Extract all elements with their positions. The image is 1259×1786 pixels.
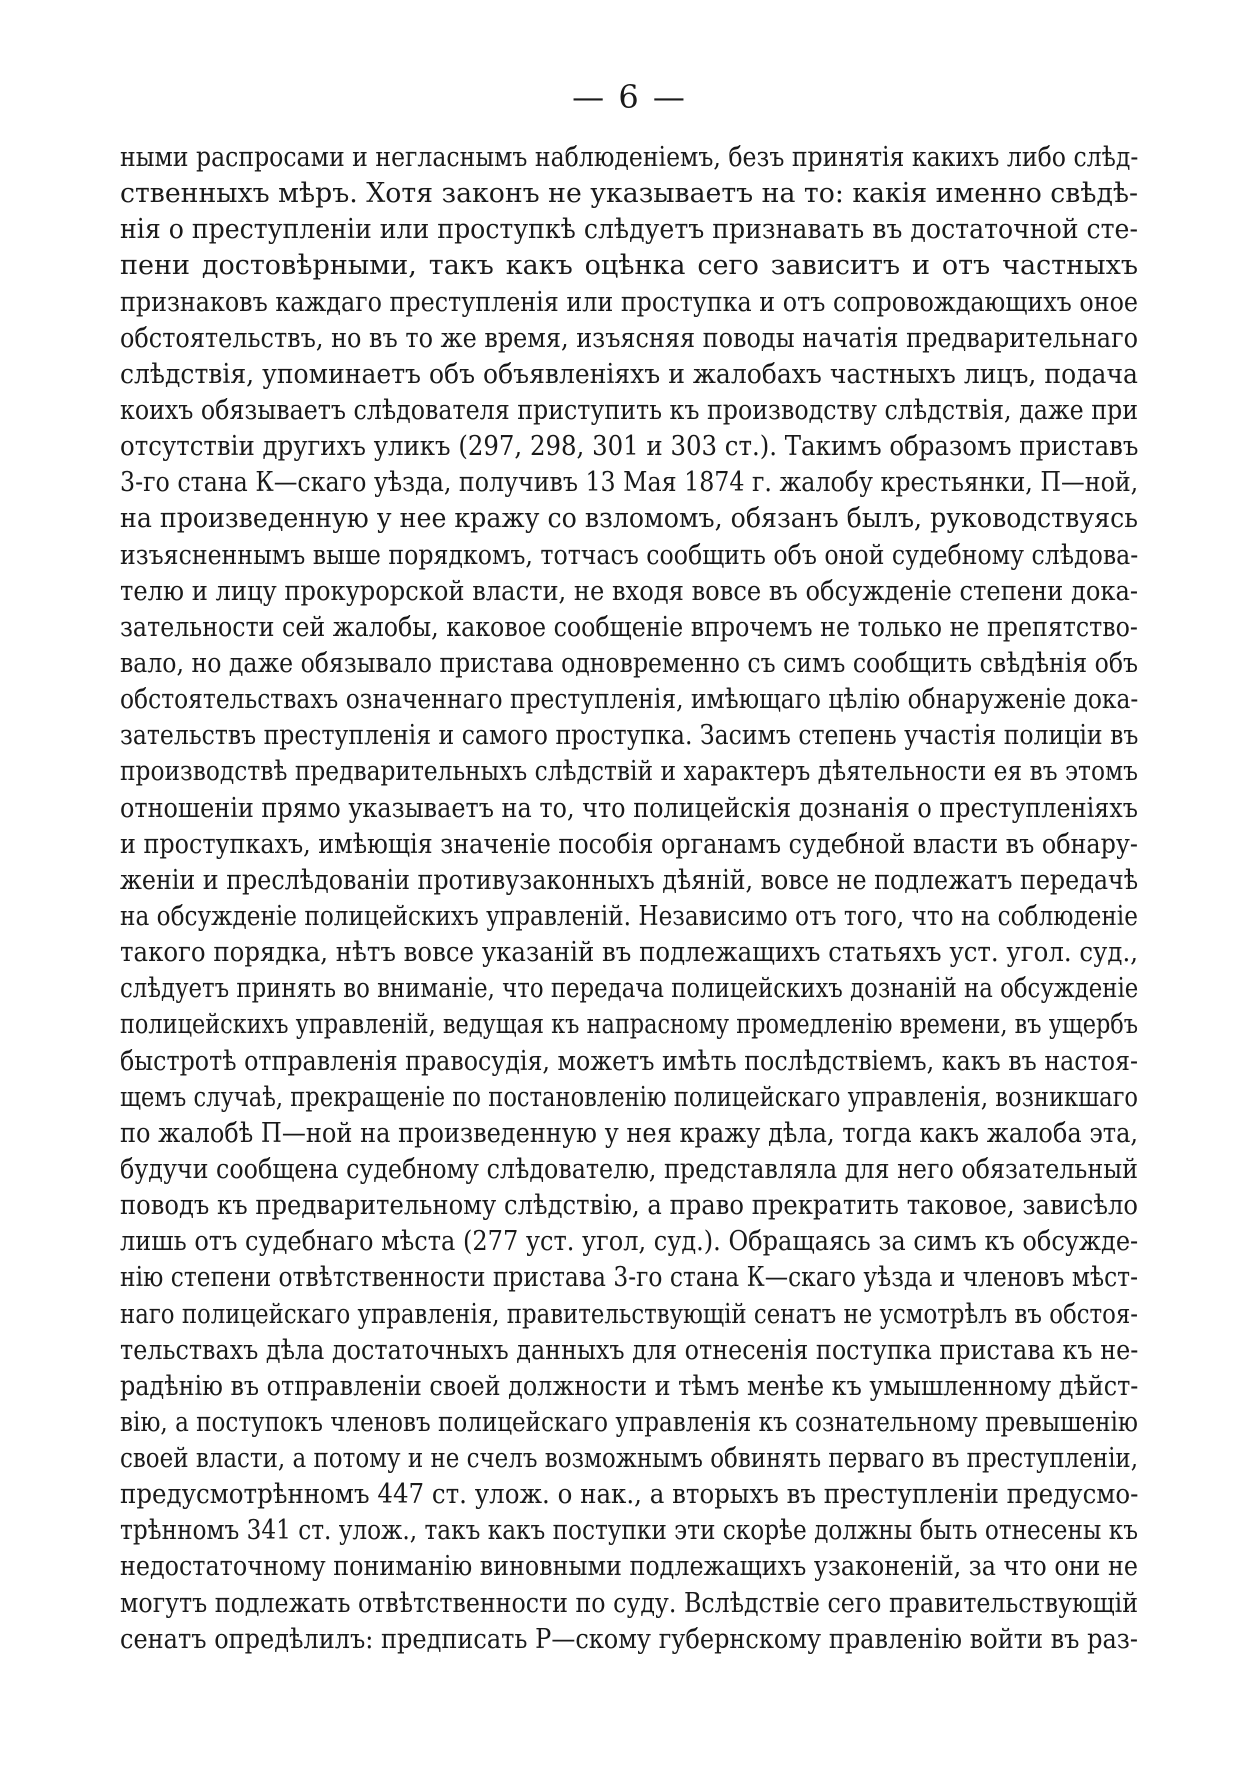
text-line: лишь отъ судебнаго мѣста (277 уст. угол, суд.). Обращаясь за симъ къ обсужде- (120, 1226, 1139, 1258)
text-line: 3-го стана К—скаго уѣзда, получивъ 13 Мая 1874 г. жалобу крестьянки, П—ной, (120, 467, 1139, 499)
text-line: ственныхъ мѣръ. Хотя законъ не указываетъ на то: какія именно свѣдѣ- (120, 178, 1139, 210)
text-line: быстротѣ отправленія правосудія, можетъ имѣть послѣдствіемъ, какъ въ настоя- (120, 1045, 1138, 1077)
text-line: недостаточному пониманію виновными подлежащихъ узаконеній, за что они не (120, 1551, 1138, 1583)
text-line: обстоятельствахъ означеннаго преступленія, имѣющаго цѣлію обнаруженіе дока- (120, 684, 1139, 716)
page-number: — 6 — (572, 78, 687, 116)
text-line: производствѣ предварительныхъ слѣдствій и характеръ дѣятельности ея въ этомъ (120, 756, 1138, 788)
text-line: трѣнномъ 341 ст. улож., такъ какъ поступки эти скорѣе должны быть отнесены къ (120, 1515, 1138, 1547)
text-line: слѣдствія, упоминаетъ объ объявленіяхъ и жалобахъ частныхъ лицъ, подача (120, 358, 1138, 390)
text-line: признаковъ каждаго преступленія или проступка и отъ сопровождающихъ оное (120, 286, 1139, 318)
text-line: по жалобѣ П—ной на произведенную у нея кражу дѣла, тогда какъ жалоба эта, (120, 1117, 1139, 1149)
text-line: своей власти, а потому и не счелъ возможнымъ обвинять перваго въ преступленіи, (120, 1443, 1139, 1475)
text-line: изъясненнымъ выше порядкомъ, тотчасъ сообщить объ оной судебному слѣдова- (120, 539, 1139, 571)
text-line: сенатъ опредѣлилъ: предписать Р—скому губернскому правленію войти въ раз- (120, 1623, 1139, 1655)
text-line: на произведенную у нее кражу со взломомъ, обязанъ былъ, руководствуясь (120, 503, 1138, 535)
text-line: вало, но даже обязывало пристава одновременно съ симъ сообщить свѣдѣнія объ (120, 647, 1139, 679)
text-line: на обсужденіе полицейскихъ управленій. Независимо отъ того, что на соблюденіе (120, 900, 1138, 932)
text-line: будучи сообщена судебному слѣдователю, представляла для него обязательный (120, 1153, 1138, 1185)
text-line: полицейскихъ управленій, ведущая къ напрасному промедленію времени, въ ущербъ (120, 1009, 1139, 1041)
text-line: вію, а поступокъ членовъ полицейскаго управленія къ сознательному превышенію (120, 1406, 1138, 1438)
text-line: коихъ обязываетъ слѣдователя приступить къ производству слѣдствія, даже при (120, 394, 1139, 426)
body-text (120, 140, 1138, 1658)
text-line: и проступкахъ, имѣющія значеніе пособія органамъ судебной власти въ обнару- (120, 828, 1138, 860)
text-line: щемъ случаѣ, прекращеніе по постановленію полицейскаго управленія, возникшаго (120, 1081, 1139, 1113)
text-line: ными распросами и негласнымъ наблюденіемъ, безъ принятія какихъ либо слѣд- (120, 142, 1139, 173)
text-line: наго полицейскаго управленія, правительствующій сенатъ не усмотрѣлъ въ обстоя- (120, 1298, 1138, 1330)
text-line: нія о преступленіи или проступкѣ слѣдуетъ признавать въ достаточной сте- (120, 214, 1138, 246)
text-line: предусмотрѣнномъ 447 ст. улож. о нак., а вторыхъ въ преступленіи предусмо- (120, 1479, 1139, 1511)
text-line: радѣнію въ отправленіи своей должности и тѣмъ менѣе къ умышленному дѣйст- (120, 1370, 1139, 1402)
text-line: нію степени отвѣтственности пристава 3-го стана К—скаго уѣзда и членовъ мѣст- (120, 1262, 1138, 1294)
text-line: поводъ къ предварительному слѣдствію, а право прекратить таковое, зависѣло (120, 1190, 1138, 1222)
text-line: пени достовѣрными, такъ какъ оцѣнка сего зависитъ и отъ частныхъ (120, 250, 1138, 282)
text-line: могутъ подлежать отвѣтственности по суду. Вслѣдствіе сего правительствующій (120, 1587, 1139, 1619)
text-line: обстоятельствъ, но въ то же время, изъясняя поводы начатія предварительнаго (120, 322, 1139, 354)
text-line: зательствъ преступленія и самого проступка. Засимъ степень участія полиціи въ (120, 720, 1139, 752)
text-line: телю и лицу прокурорской власти, не входя вовсе въ обсужденіе степени дока- (120, 575, 1139, 607)
text-line: отношеніи прямо указываетъ на то, что полицейскія дознанія о преступленіяхъ (120, 792, 1138, 824)
text-line: женіи и преслѣдованіи противузаконныхъ дѣяній, вовсе не подлежатъ передачѣ (120, 864, 1139, 896)
text-line: слѣдуетъ принять во вниманіе, что передача полицейскихъ дознаній на обсужденіе (120, 973, 1139, 1005)
text-line: тельствахъ дѣла достаточныхъ данныхъ для отнесенія поступка пристава къ не- (120, 1334, 1139, 1366)
text-line: зательности сей жалобы, каковое сообщеніе впрочемъ не только не препятство- (120, 611, 1138, 643)
text-line: такого порядка, нѣтъ вовсе указаній въ подлежащихъ статьяхъ уст. угол. суд., (120, 937, 1139, 969)
text-line: отсутствіи другихъ уликъ (297, 298, 301 и 303 ст.). Такимъ образомъ приставъ (120, 431, 1139, 463)
